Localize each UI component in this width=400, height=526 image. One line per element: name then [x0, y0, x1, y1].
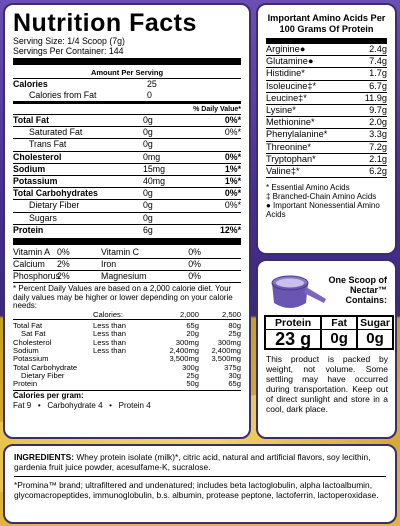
- nutrient-row: [13, 126, 241, 138]
- vitamin-value: 0%: [57, 247, 70, 258]
- amino-name: Histidine*: [266, 68, 305, 79]
- nutrient-row: [13, 175, 241, 187]
- nutrient-amount: 0g: [143, 212, 153, 223]
- calories-value: 25: [147, 79, 157, 89]
- dv-table-cell: Less than: [93, 329, 126, 339]
- dv-table-cell: 3,500mg: [169, 354, 199, 364]
- nutrient-row: [13, 163, 241, 175]
- macro-label: Sugar: [360, 317, 390, 329]
- dv-table-cell: Less than: [93, 346, 126, 355]
- dv-table-header: [13, 311, 241, 320]
- dv-table-cell: [93, 380, 157, 388]
- amino-name: Isoleucine‡*: [266, 80, 317, 91]
- dv-table-cell: [93, 355, 157, 363]
- amino-key: [266, 183, 387, 219]
- dv-table-cell: 80g: [228, 321, 241, 331]
- amino-rows: [266, 44, 387, 178]
- dv-table-cell: 300mg: [175, 337, 199, 347]
- calories-per-gram: [13, 391, 241, 411]
- vitamin-label: Vitamin A: [13, 247, 50, 258]
- amino-value: 7.2g: [369, 141, 387, 152]
- nutrient-daily-value: 0%*: [224, 151, 241, 162]
- dv-table-cell: [93, 372, 157, 380]
- nutrition-title: Nutrition Facts: [13, 9, 197, 37]
- amino-value: 9.7g: [369, 105, 387, 116]
- vitamin-row: [13, 258, 241, 270]
- nutrient-amount: 0g: [143, 139, 153, 150]
- amino-key-item: ● Important Nonessential Amino Acids: [266, 201, 380, 220]
- calories-fat-row: [13, 90, 241, 101]
- dv-table-cell: Cholesterol: [13, 337, 52, 347]
- nutrient-amount: 40mg: [143, 176, 166, 187]
- amino-value: 2.0g: [369, 117, 387, 128]
- nutrient-row: [13, 114, 241, 126]
- vitamin-value: 0%: [188, 259, 201, 270]
- dv-table-cell: Total Carbohydrate: [13, 362, 78, 372]
- footnote: * Percent Daily Values are based on a 2,000 calorie diet. Your daily values may be higher or lower depending on your calorie needs:: [13, 284, 233, 311]
- amino-key-item: ‡ Branched-Chain Amino Acids: [266, 192, 377, 202]
- amino-row: [266, 56, 387, 68]
- amino-name: Glutamine●: [266, 56, 314, 67]
- dv-table-cell: 2,400mg: [211, 346, 241, 355]
- dv-table-row: [13, 339, 241, 347]
- amino-value: 6.2g: [369, 166, 387, 177]
- amino-value: 1.7g: [369, 68, 387, 79]
- amino-value: 2.4g: [369, 44, 387, 54]
- nutrient-daily-value: 0%*: [224, 200, 241, 211]
- dv-table-cell: 25g: [186, 370, 199, 380]
- daily-value-table: [13, 311, 241, 389]
- nutrient-row: [13, 199, 241, 211]
- nutrient-label: Protein: [13, 224, 44, 235]
- macro-cell: [266, 317, 322, 348]
- macro-label: Fat: [331, 317, 348, 329]
- amino-name: Methionine*: [266, 117, 315, 128]
- amino-value: 7.4g: [369, 56, 387, 67]
- macro-value: 0g: [322, 329, 356, 348]
- vitamin-label: Magnesium: [101, 271, 147, 282]
- vitamin-row: [13, 247, 241, 258]
- amino-name: Threonine*: [266, 141, 311, 152]
- vitamin-value: 2%: [57, 271, 70, 282]
- nutrient-label: Potassium: [13, 176, 58, 187]
- nutrient-label: Sugars: [29, 212, 57, 223]
- daily-value-header: % Daily Value*: [193, 106, 241, 113]
- dv-table-cell: Less than: [93, 337, 126, 347]
- nutrient-amount: 6g: [143, 224, 153, 235]
- dv-table-cell: 50g: [186, 379, 199, 389]
- dv-table-cell: 65g: [186, 321, 199, 331]
- amino-name: Lysine*: [266, 105, 296, 116]
- serving-size: Serving Size: 1/4 Scoop (7g): [13, 36, 125, 46]
- amino-name: Phenylalanine*: [266, 129, 328, 140]
- vitamin-rows: [13, 247, 241, 282]
- dv-table-cell: Dietary Fiber: [21, 370, 65, 380]
- dv-table-cell: Potassium: [13, 354, 49, 364]
- nutrient-amount: 0g: [143, 200, 153, 211]
- dv-table-cell: Calories:: [93, 309, 123, 319]
- dv-table-cell: Protein: [13, 379, 38, 389]
- nutrient-row: [13, 212, 241, 224]
- scoop-icon: [268, 269, 328, 313]
- calories-label: Calories: [13, 79, 48, 89]
- amino-row: [266, 142, 387, 154]
- nutrient-daily-value: 1%*: [224, 176, 241, 187]
- amino-value: 11.9g: [364, 92, 387, 103]
- nutrient-amount: 0g: [143, 127, 153, 138]
- dv-table-row: [13, 372, 241, 380]
- dv-table-cell: 300mg: [217, 337, 241, 347]
- nutrient-row: [13, 138, 241, 150]
- dv-table-cell: [93, 364, 157, 372]
- amino-name: Tryptophan*: [266, 153, 316, 164]
- calories-per-gram-title: Calories per gram:: [13, 391, 84, 401]
- nutrition-facts-panel: [3, 3, 251, 439]
- amino-row: [266, 93, 387, 105]
- nutrient-daily-value: 0%*: [224, 188, 241, 199]
- dv-table-row: [13, 380, 241, 388]
- nutrient-daily-value: 12%*: [219, 224, 241, 235]
- amino-row: [266, 166, 387, 178]
- amino-acids-panel: [256, 3, 397, 255]
- divider-mid: [13, 101, 241, 104]
- amino-key-item: * Essential Amino Acids: [266, 183, 350, 193]
- vitamin-row: [13, 270, 241, 282]
- ingredients-paragraph: [14, 452, 386, 472]
- amino-name: Valine‡*: [266, 166, 300, 177]
- amino-value: 3.3g: [369, 129, 387, 140]
- nutrient-amount: 0g: [143, 115, 153, 125]
- nutrient-row: [13, 187, 241, 199]
- nutrient-daily-value: [201, 213, 241, 224]
- dv-table-cell: Total Fat: [13, 321, 43, 331]
- dv-table-cell: 300g: [182, 362, 199, 372]
- ingredients-label: INGREDIENTS:: [14, 452, 75, 462]
- dv-table-cell: 2,400mg: [169, 346, 199, 355]
- divider-thick: [13, 58, 241, 65]
- divider: [13, 282, 241, 283]
- dv-table-cell: 20g: [186, 329, 199, 339]
- dv-table-cell: 65g: [228, 379, 241, 389]
- amino-row: [266, 81, 387, 93]
- vitamin-value: 0%: [188, 247, 201, 258]
- dv-table-cell: 30g: [228, 370, 241, 380]
- calories-fat-label: Calories from Fat: [29, 89, 97, 100]
- nutrient-daily-value: 0%*: [224, 115, 241, 125]
- macro-value: 0g: [358, 329, 392, 348]
- macro-table: [264, 315, 394, 350]
- ingredients-panel: [3, 444, 397, 524]
- vitamin-label: Calcium: [13, 259, 45, 270]
- dv-table-cell: 375g: [224, 362, 241, 372]
- nutrient-label: Total Carbohydrates: [13, 188, 98, 199]
- macro-label: Protein: [275, 317, 312, 329]
- dv-table-cell: Less than: [93, 321, 126, 331]
- nutrient-label: Cholesterol: [13, 151, 62, 162]
- storage-note: This product is packed by weight, not volume. Some settling may have occurred during transportation. Keep out of direct sunlight and store in a cool, dark place.: [266, 354, 388, 414]
- nutrient-amount: 0mg: [143, 151, 161, 162]
- nutrient-label: Dietary Fiber: [29, 200, 80, 211]
- calories-fat-value: 0: [147, 89, 152, 100]
- nutrient-row: [13, 224, 241, 236]
- divider: [14, 476, 386, 477]
- scoop-title: One Scoop of Nectar™ Contains:: [328, 275, 387, 305]
- amino-row: [266, 68, 387, 80]
- nutrient-label: Sodium: [13, 163, 46, 174]
- dv-table-cell: 25g: [228, 329, 241, 339]
- vitamin-label: Vitamin C: [101, 247, 139, 258]
- vitamin-label: Phosphorus: [13, 271, 60, 282]
- nutrient-rows: [13, 114, 241, 236]
- nutrient-amount: 0g: [143, 188, 153, 199]
- macro-value: 23 g: [266, 329, 320, 348]
- dv-table-cell: [13, 311, 93, 320]
- dv-table-cell: Sodium: [13, 346, 39, 355]
- amino-name: Arginine●: [266, 44, 306, 54]
- dv-table-cell: 3,500mg: [211, 354, 241, 364]
- nutrient-daily-value: 1%*: [224, 163, 241, 174]
- nutrient-label: Trans Fat: [29, 139, 67, 150]
- amino-row: [266, 105, 387, 117]
- amount-per-serving: Amount Per Serving: [13, 67, 241, 78]
- amino-row: [266, 129, 387, 141]
- nutrient-row: [13, 151, 241, 163]
- nutrient-daily-value: [201, 139, 241, 150]
- nutrient-amount: 15mg: [143, 163, 166, 174]
- ingredients-text: Whey protein isolate (milk)*, citric acid, natural and artificial flavors, soy lecithin, gardenia fruit juice powder, acesulfame-K, sucralose.: [14, 452, 371, 472]
- vitamin-value: 2%: [57, 259, 70, 270]
- divider-thick: [13, 238, 241, 245]
- amino-row: [266, 117, 387, 129]
- dv-table-cell: 2,000: [179, 309, 199, 319]
- amino-value: 6.7g: [369, 80, 387, 91]
- dv-table-cell: Sat Fat: [21, 329, 46, 339]
- vitamin-value: 0%: [188, 271, 201, 282]
- promina-note: *Promina™ brand; ultrafiltered and undenatured; includes beta lactoglobulin, alpha lactoalbumin, glycomacropeptides, immunoglobulin, b.s. albumin, protease peptone, lactoferrin, lactoperoxidase.: [14, 480, 379, 500]
- amino-row: [266, 44, 387, 56]
- macro-cell: [322, 317, 358, 348]
- amino-row: [266, 154, 387, 166]
- calories-per-gram-values: Fat 9 • Carbohydrate 4 • Protein 4: [13, 401, 151, 411]
- macro-cell: [358, 317, 392, 348]
- servings-per-container: Servings Per Container: 144: [13, 46, 124, 56]
- nutrient-label: Total Fat: [13, 115, 49, 125]
- vitamin-label: Iron: [101, 259, 117, 270]
- amino-title: Important Amino Acids Per 100 Grams Of Protein: [266, 13, 387, 44]
- amino-value: 2.1g: [369, 153, 387, 164]
- dv-table-cell: 2,500: [221, 309, 241, 319]
- amino-name: Leucine‡*: [266, 92, 307, 103]
- nutrient-label: Saturated Fat: [29, 127, 83, 138]
- calories-row: [13, 79, 241, 90]
- dv-table-row: [13, 322, 241, 330]
- scoop-panel: [256, 259, 397, 439]
- nutrient-daily-value: 0%*: [224, 127, 241, 138]
